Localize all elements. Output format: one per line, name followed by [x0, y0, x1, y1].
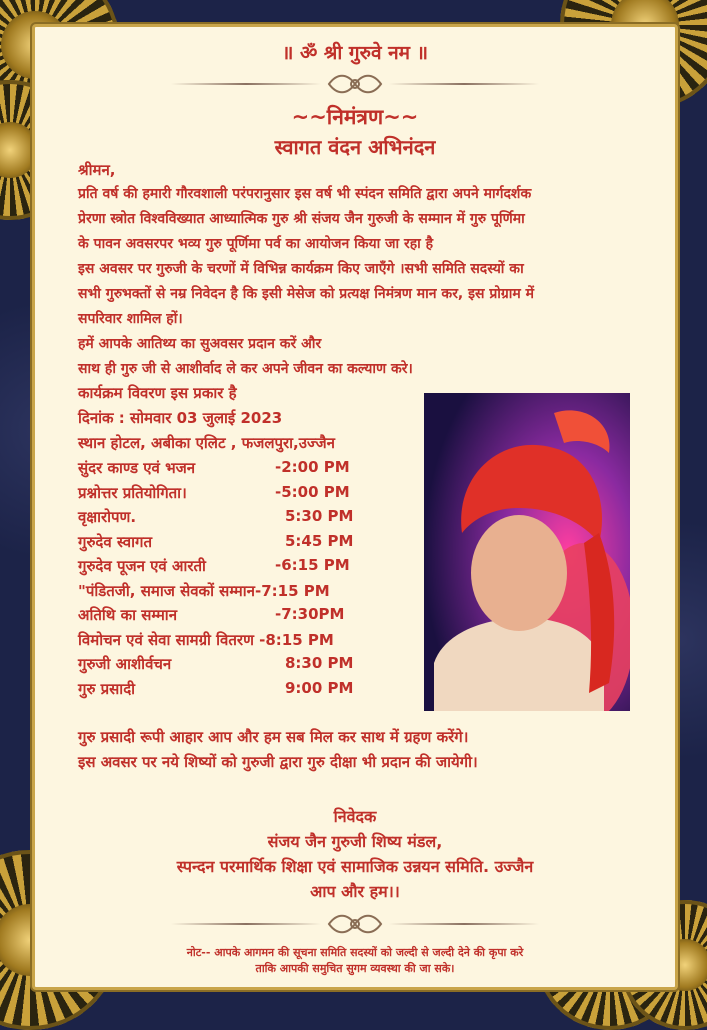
- guru-photo: [424, 393, 630, 711]
- note-line-1: नोट-- आपके आगमन की सूचना समिति सदस्यों को जल्दी से जल्दी देने की कृपा करे: [186, 946, 524, 959]
- body-line: हमें आपके आतिथ्य का सुअवसर प्रदान करें और: [78, 336, 322, 352]
- salutation: श्रीमन,: [78, 161, 116, 179]
- body-line: सपरिवार शामिल हों।: [78, 311, 183, 327]
- schedule-item-time: 9:00 PM: [285, 678, 354, 697]
- program-venue: स्थान होटल, अबीका एलिट , फजलपुरा,उज्जैन: [78, 434, 336, 452]
- schedule-item-time: 8:30 PM: [285, 654, 354, 672]
- body-line: के पावन अवसरपर भव्य गुरु पूर्णिमा पर्व का आयोजन किया जा रहा है: [78, 236, 434, 252]
- schedule-item-name: गुरुजी आशीर्वचन: [78, 655, 172, 673]
- body-line: प्रेरणा स्त्रोत विश्वविख्यात आध्यात्मिक गुरु श्री संजय जैन गुरुजी के सम्मान में गुरु पूर्णिमा: [78, 211, 525, 227]
- program-heading: कार्यक्रम विवरण इस प्रकार है: [78, 384, 237, 402]
- invitation-card: [32, 24, 678, 990]
- signature-org-3: आप और हम।।: [310, 882, 400, 901]
- schedule-item-name: सुंदर काण्ड एवं भजन: [78, 459, 196, 477]
- program-date: दिनांक : सोमवार 03 जुलाई 2023: [78, 409, 283, 427]
- ornament-knot-icon: [325, 71, 385, 97]
- signature-org-1: संजय जैन गुरुजी शिष्य मंडल,: [267, 832, 443, 851]
- ornament-divider: [35, 69, 675, 99]
- schedule-item-time: -2:00 PM: [275, 458, 350, 476]
- schedule-item-name: प्रश्नोत्तर प्रतियोगिता।: [78, 483, 187, 502]
- closing-line-1: गुरु प्रसादी रूपी आहार आप और हम सब मिल कर साथ में ग्रहण करेंगे।: [78, 728, 469, 746]
- closing-line-2: इस अवसर पर नये शिष्यों को गुरुजी द्वारा गुरु दीक्षा भी प्रदान की जायेगी।: [78, 753, 478, 771]
- signature-label: निवेदक: [333, 807, 377, 826]
- schedule-item-name: गुरु प्रसादी: [78, 679, 136, 698]
- schedule-item-name: अतिथि का सम्मान: [78, 606, 178, 624]
- body-line: प्रति वर्ष की हमारी गौरवशाली परंपरानुसार इस वर्ष भी स्पंदन समिति द्वारा अपने मार्गदर्शक: [78, 186, 532, 202]
- schedule-item-name: "पंडितजी, समाज सेवकों सम्मान-7:15 PM: [78, 581, 330, 600]
- schedule-item-time: 5:30 PM: [285, 507, 354, 525]
- body-line: साथ ही गुरु जी से आशीर्वाद ले कर अपने जीवन का कल्याण करे।: [78, 361, 413, 377]
- body-line: इस अवसर पर गुरुजी के चरणों में विभिन्न कार्यक्रम किए जाएँगे ।सभी समिति सदस्यों का: [78, 261, 524, 277]
- note-line-2: ताकि आपकी समुचित सुगम व्यवस्था की जा सके।: [255, 962, 455, 975]
- schedule-item-time: -5:00 PM: [275, 482, 350, 501]
- signature-org-2: स्पन्दन परमार्थिक शिक्षा एवं सामाजिक उन्नयन समिति. उज्जैन: [176, 857, 534, 876]
- ornament-divider: [35, 909, 675, 939]
- schedule-item-time: -7:30PM: [275, 605, 345, 623]
- schedule-item-name: गुरुदेव पूजन एवं आरती: [78, 557, 206, 575]
- schedule-item-time: -6:15 PM: [275, 556, 350, 574]
- guru-portrait-icon: [424, 393, 630, 711]
- invitation-subtitle: स्वागत वंदन अभिनंदन: [274, 135, 436, 159]
- ornament-knot-icon: [325, 911, 385, 937]
- schedule-item-name: गुरुदेव स्वागत: [78, 532, 152, 551]
- body-line: सभी गुरुभक्तों से नम्र निवेदन है कि इसी मेसेज को प्रत्यक्ष निमंत्रण मान कर, इस प्रोग्राम में: [78, 286, 535, 302]
- invitation-title: ~~निमंत्रण~~: [291, 105, 419, 129]
- mantra-heading: ॥ ॐ श्री गुरुवे नम ॥: [281, 42, 429, 64]
- schedule-item-name: वृक्षारोपण.: [78, 508, 137, 526]
- schedule-item-time: 5:45 PM: [285, 531, 354, 550]
- schedule-item-name: विमोचन एवं सेवा सामग्री वितरण -8:15 PM: [78, 630, 334, 649]
